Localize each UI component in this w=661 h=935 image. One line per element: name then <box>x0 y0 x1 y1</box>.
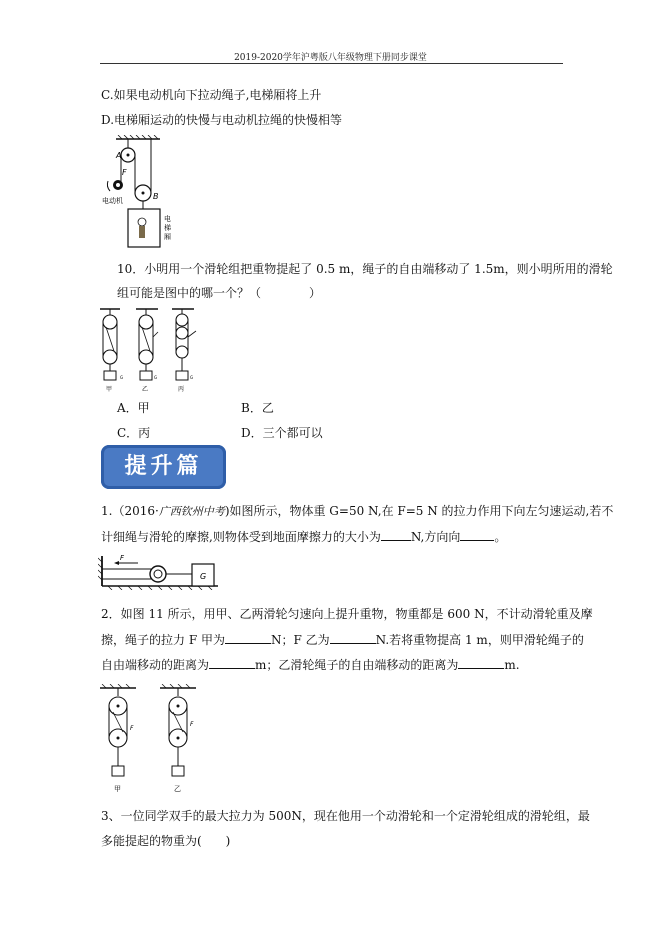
p1-line2: 计细绳与滑轮的摩擦,则物体受到地面摩擦力的大小为 N,方向向 。 <box>101 530 507 544</box>
header-divider <box>100 63 563 64</box>
p1-blank-direction[interactable] <box>460 528 494 541</box>
p2-line1: 2．如图 11 所示，用甲、乙两滑轮匀速向上提升重物，物重都是 600 N，不计动滑轮重及摩 <box>101 607 593 621</box>
label-jia: 甲 <box>106 386 113 393</box>
p2-blank-distance-jia[interactable] <box>209 656 255 669</box>
pulley-system-yi <box>136 309 158 393</box>
p2-blank-f-yi[interactable] <box>330 631 376 644</box>
q10-option-d[interactable]: D．三个都可以 <box>241 426 323 440</box>
q10-option-c[interactable]: C．丙 <box>117 426 151 440</box>
option-c-text: C.如果电动机向下拉动绳子,电梯厢将上升 <box>101 88 322 102</box>
section-title: 提升篇 <box>124 454 203 479</box>
option-d-text: D.电梯厢运动的快慢与电动机拉绳的快慢相等 <box>101 113 343 127</box>
force-arrow <box>114 561 119 565</box>
section-badge <box>101 445 226 489</box>
p2-pulley-figures <box>96 684 206 796</box>
label-f: F <box>122 168 127 177</box>
label-b: B <box>153 192 159 201</box>
p3-line1: 3、一位同学双手的最大拉力为 500N，现在他用一个动滑轮和一个定滑轮组成的滑轮组，最 <box>101 809 590 823</box>
p2-blank-f-jia[interactable] <box>225 631 271 644</box>
p2-line2: 擦，绳子的拉力 F 甲为 N；F 乙为 N.若将重物提高 1 m，则甲滑轮绳子的 <box>101 633 584 647</box>
pulley-jia <box>100 684 136 793</box>
p2-blank-distance-yi[interactable] <box>458 656 504 669</box>
svg-text:G: G <box>190 375 194 380</box>
pulley-yi <box>160 684 196 793</box>
p1-source: 广西钦州中考 <box>158 505 225 518</box>
pulley-system-jia <box>100 309 123 393</box>
label-a: A <box>116 151 122 160</box>
pulley-system-bing <box>172 309 196 393</box>
motor-label: 电动机 <box>102 197 123 205</box>
label-bing: 丙 <box>178 386 185 393</box>
svg-text:G: G <box>154 375 158 380</box>
q10-line1: 10．小明用一个滑轮组把重物提起了 0.5 m，绳子的自由端移动了 1.5m，则小明所用的滑轮 <box>117 262 613 276</box>
weight-label: G <box>200 572 207 581</box>
q10-option-a[interactable]: A．甲 <box>117 401 150 415</box>
p2-line3: 自由端移动的距离为 m；乙滑轮绳子的自由端移动的距离为 m. <box>101 658 520 672</box>
label-jia: 甲 <box>114 785 121 793</box>
svg-text:G: G <box>120 375 124 380</box>
q10-line2: 组可能是图中的哪一个？（ ） <box>117 286 322 300</box>
q10-option-b[interactable]: B．乙 <box>241 401 274 415</box>
svg-text:F: F <box>190 721 194 728</box>
elevator-pulley-figure <box>98 135 188 250</box>
label-yi: 乙 <box>174 785 181 793</box>
svg-text:F: F <box>130 725 134 732</box>
force-label: F <box>120 554 125 562</box>
page-header: 2019-2020学年沪粤版八年级物理下册同步课堂 <box>234 53 427 63</box>
p1-blank-friction[interactable] <box>381 528 411 541</box>
q10-pulley-figures <box>96 307 206 393</box>
label-yi: 乙 <box>142 386 149 393</box>
p1-line1: 1.（2016·广西钦州中考)如图所示，物体重 G=50 N,在 F=5 N 的拉力作用下向左匀速运动,若不 <box>101 504 614 518</box>
car-label: 电梯厢 <box>164 215 171 241</box>
p3-line2: 多能提起的物重为( ) <box>101 834 231 848</box>
person-icon <box>138 218 146 226</box>
p1-pulley-figure <box>98 552 220 590</box>
